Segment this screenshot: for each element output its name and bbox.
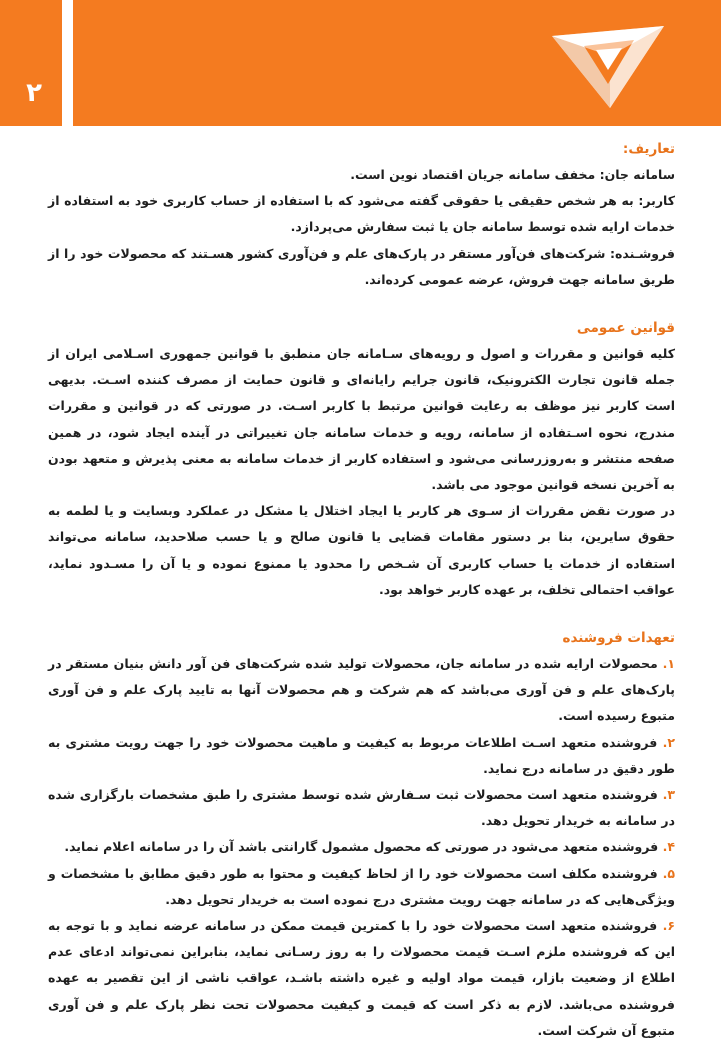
obligation-text: فروشنده متعهد است محصولات خود را با کمترین قیمت ممکن در سامانه عرضه نماید و با توجه به این که فروشنده ملزم اسـت قیمت محصولات را به روز رسـانی نماید، بنابراین نمی‌تواند ادعای عدم اطلاع از وضعیت بازار، قیمت مواد اولیه و غیره داشته باشـد، عواقب ناشی از این تقصیر به عهده فروشنده می‌باشد. لازم به ذکر است که قیمت و کیفیت محصولات تحت نظر پارک علم و فن آوری متبوع آن شرکت است. — [48, 918, 675, 1038]
obligation-item — [48, 861, 675, 913]
header-stripe — [62, 0, 73, 126]
obligation-item — [48, 651, 675, 730]
definitions-heading: تعاریف: — [622, 141, 675, 157]
definition-item: سامانه جان: مخفف سامانه جریان اقتصاد نوین است. — [350, 167, 675, 182]
triangle-logo-icon — [548, 12, 668, 112]
obligation-item — [48, 834, 675, 860]
obligation-text: فروشنده متعهد می‌شود در صورتی که محصول مشمول گارانتی باشد آن را در سامانه اعلام نماید. — [64, 839, 659, 855]
definition-item: فروشـنده: شرکت‌های فن‌آور مستقر در پارک‌های علم و فن‌آوری کشور هسـتند که محصولات خود را از طریق سامانه جهت فروش، عرضه عمومی کرده‌اند. — [48, 245, 675, 287]
obligation-item — [48, 782, 675, 834]
obligation-text: فروشنده مکلف است محصولات خود را از لحاظ کیفیت و محتوا به طور دقیق مطابق با مشخصات و ویژگی‌هایی که در سامانه جهت رویت مشتری درج نموده است به خریدار تحویل دهد. — [48, 865, 675, 907]
seller-obligations-heading: تعهدات فروشنده — [562, 630, 675, 647]
obligation-text: فروشنده متعهد اسـت اطلاعات مربوط به کیفیت و ماهیت محصولات خود را جهت رویت مشتری به طور دقیق در سامانه درج نماید. — [48, 734, 675, 776]
obligation-text: فروشنده متعهد است محصولات ثبت سـفارش شده توسط مشتری را طبق مشخصات بارگزاری شده در سامانه به خریدار تحویل دهد. — [48, 787, 675, 829]
general-laws-paragraph: کلیه قوانین و مقررات و اصول و رویه‌های سـامانه جان منطبق با قوانین جمهوری اسـلامی ایران از جمله قانون تجارت الکترونیک، قانون جرایم رایانه‌ای و قانون حمایت از مصرف کننده اسـت. بدیهی است کاربر نیز موظف به رعایت قوانین مرتبط با کاربر اسـت. در صورتی که در قوانین و مقررات مندرج، نحوه اسـتفاده از سامانه، رویه و خدمات سامانه جان تغییراتی در آینده ایجاد شود، در همین صفحه منتشر و به‌روزرسانی می‌شود و استفاده کاربر از خدمات سامانه به معنی پذیرش و متعهد بودن به آخرین نسخه قوانین موجود می باشد. — [48, 346, 675, 493]
obligation-item — [48, 730, 675, 782]
page-content — [48, 136, 675, 1038]
obligation-number: ۲. — [662, 734, 675, 750]
page-number: ۲ — [26, 78, 42, 108]
obligation-text: محصولات ارایه شده در سامانه جان، محصولات تولید شده شرکت‌های فن آور دانش بنیان مستقر در پارک‌های علم و فن آوری می‌باشد که هم شرکت و هم محصولات آنها به تایید پارک علم و فن آوری متبوع رسیده است. — [48, 656, 675, 724]
general-laws-heading: قوانین عمومی — [576, 320, 675, 337]
definition-item: کاربر: به هر شخص حقیقی یا حقوقی گفته می‌شود که با استفاده از حساب کاربری خود به استفاده از خدمات ارایه شده توسط سامانه جان یا ثبت سفارش می‌پردازد. — [48, 193, 675, 235]
general-laws-paragraph: در صورت نقض مقررات از سـوی هر کاربر یا ایجاد اختلال یا مشکل در عملکرد وبسایت و یا لطمه به حقوق سایرین، بنا بر دستور مقامات قضایی یا قانون صالح و یا حسب صلاحدید، سامانه می‌تواند استفاده از خدمات یا حساب کاربری آن شـخص را محدود یا ممنوع نموده و یا آن را مسـدود نماید، عواقب احتمالی تخلف، بر عهده کاربر خواهد بود. — [48, 503, 675, 597]
obligation-number: ۶. — [662, 918, 675, 934]
obligation-number: ۵. — [662, 865, 675, 881]
obligation-number: ۱. — [662, 656, 675, 672]
obligation-item — [48, 913, 675, 1044]
page-header-band — [0, 0, 721, 126]
obligation-number: ۴. — [662, 839, 675, 855]
obligation-number: ۳. — [662, 787, 675, 803]
